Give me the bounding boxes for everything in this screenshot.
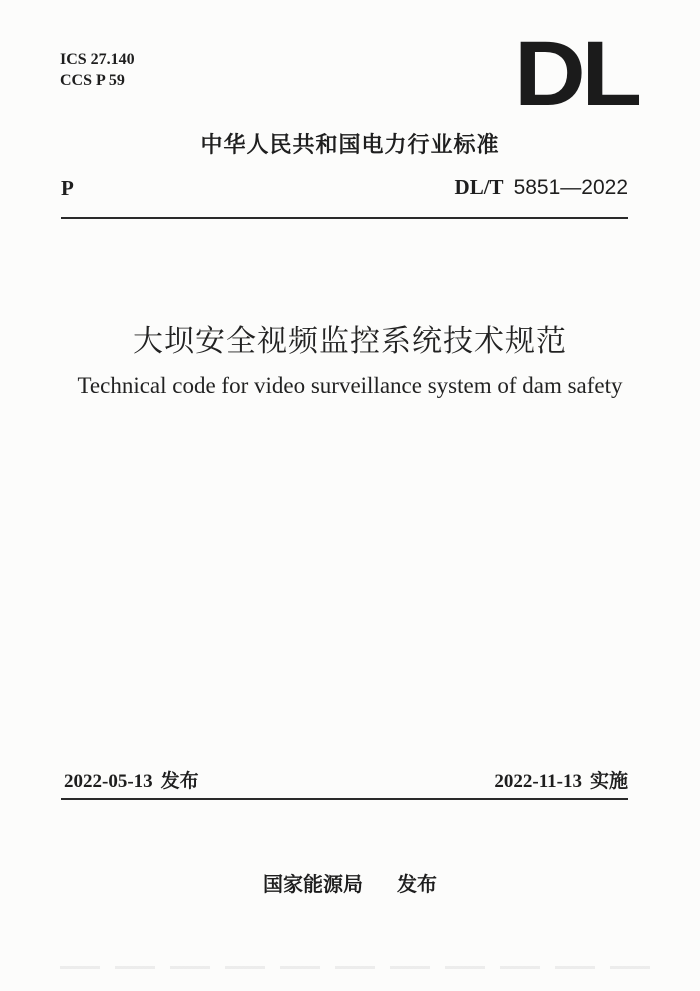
issue-date: 2022-05-13 [64, 771, 153, 792]
issuer-name: 国家能源局 [263, 872, 363, 896]
top-divider [61, 217, 628, 219]
ics-code: ICS 27.140 [60, 51, 135, 68]
implementation-date-line [494, 766, 628, 793]
scan-artifact [60, 966, 660, 969]
industry-standard-title: 中华人民共和国电力行业标准 [200, 133, 500, 158]
bottom-divider [61, 798, 628, 800]
implementation-label: 实施 [589, 770, 628, 792]
category-letter: P [61, 176, 74, 200]
document-title-chinese: 大坝安全视频监控系统技术规范 [133, 324, 567, 359]
ccs-code: CCS P 59 [60, 72, 125, 89]
issue-date-line [64, 766, 199, 793]
document-title-english: Technical code for video surveillance system of dam safety [77, 373, 623, 398]
implementation-date: 2022-11-13 [494, 771, 582, 792]
issue-label: 发布 [160, 770, 199, 792]
issuer-line [0, 868, 700, 897]
standard-code: 5851—2022 [513, 176, 628, 199]
issuer-label: 发布 [397, 872, 437, 896]
standard-prefix: DL/T [454, 175, 504, 199]
dl-logo: DL [514, 23, 638, 125]
standard-number [455, 175, 628, 200]
